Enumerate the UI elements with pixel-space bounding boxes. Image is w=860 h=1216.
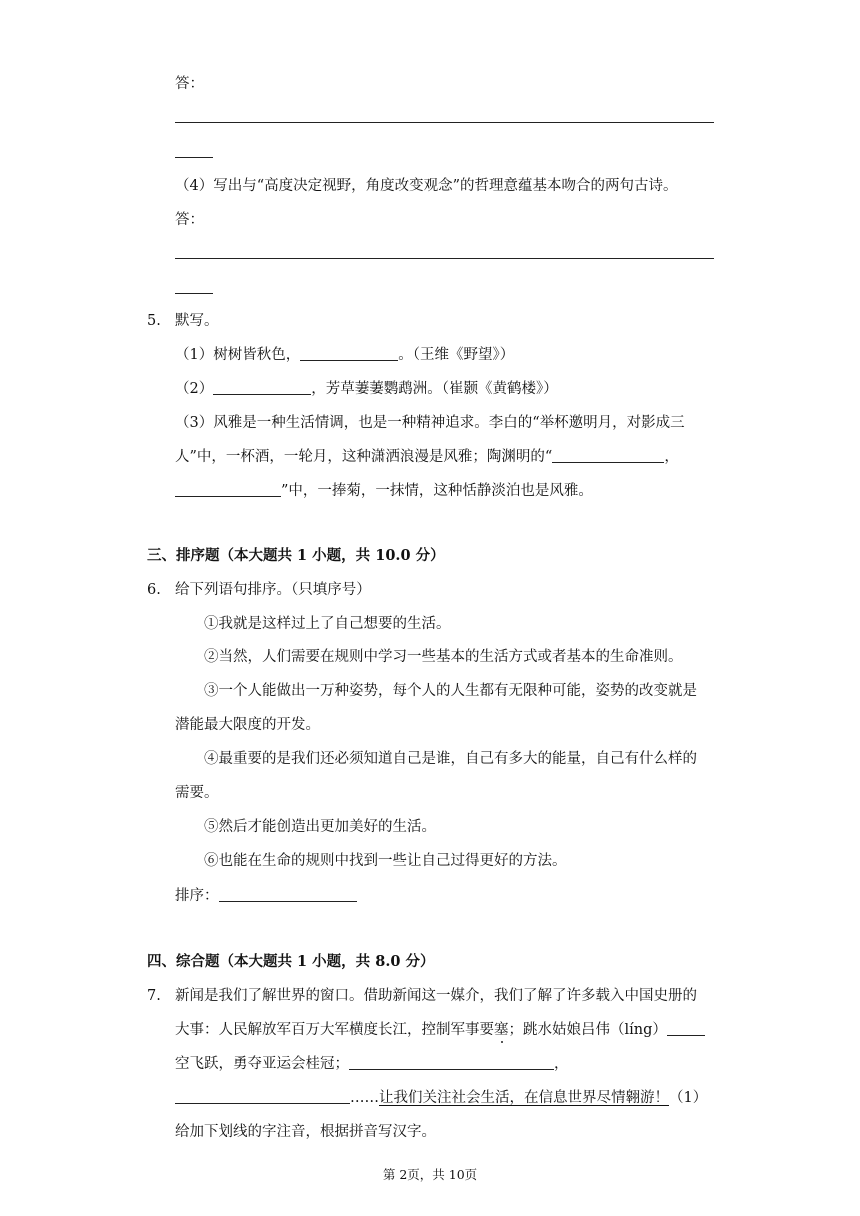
page-footer: 第 2页，共 10页	[382, 1167, 478, 1182]
sentence-3-line-1: ③一个人能做出一万种姿势，每个人的人生都有无限种可能，姿势的改变就是	[204, 683, 697, 699]
pinyin-blank[interactable]	[667, 1021, 705, 1036]
q7-line-2	[175, 1020, 705, 1040]
sentence-1: ①我就是这样过上了自己想要的生活。	[204, 616, 451, 632]
answer-line	[175, 122, 714, 123]
section-heading: 三、排序题（本大题共 1 小题，共 10.0 分）	[147, 547, 445, 564]
fill-blank[interactable]	[213, 380, 311, 395]
q5-item-3-text: 人”中，一杯酒，一轮月，这种潇洒浪漫是风雅；陶渊明的“	[175, 449, 553, 465]
question-number: 6.	[147, 582, 161, 598]
fill-blank[interactable]	[175, 482, 281, 497]
q7-text: ；跳水姑娘吕伟（líng）	[508, 1022, 667, 1038]
fill-blank[interactable]	[300, 346, 398, 361]
q7-line-1: 新闻是我们了解世界的窗口。借助新闻这一媒介，我们了解了许多载入中国史册的	[175, 988, 697, 1004]
answer-label: 答：	[175, 212, 204, 228]
order-answer-label: 排序：	[175, 888, 219, 904]
q5-item-3-line-3	[175, 481, 593, 501]
question-title: 默写。	[175, 313, 219, 329]
fill-blank[interactable]	[349, 1055, 554, 1070]
sentence-3-line-2: 潜能最大限度的开发。	[175, 717, 320, 733]
question-number: 5.	[147, 313, 161, 329]
answer-tail-blank	[175, 279, 213, 294]
question-title: 给下列语句排序。（只填序号）	[175, 582, 371, 598]
order-answer-blank[interactable]	[219, 887, 357, 902]
comma: ，	[664, 449, 679, 465]
sentence-5: ⑤然后才能创造出更加美好的生活。	[204, 819, 436, 835]
sentence-4-line-2: 需要。	[175, 785, 219, 801]
q5-item-2	[175, 379, 558, 399]
order-answer	[175, 886, 357, 906]
answer-line-tail	[175, 278, 213, 298]
q5-item-3-line-2	[175, 447, 679, 467]
question-number: 7.	[147, 988, 161, 1004]
dotted-character: 塞	[494, 1022, 509, 1038]
ellipsis: ……	[350, 1090, 379, 1106]
answer-tail-blank	[175, 143, 213, 158]
q7-text: 空飞跃，勇夺亚运会桂冠；	[175, 1056, 349, 1072]
answer-line	[175, 258, 714, 259]
sentence-4-line-1: ④最重要的是我们还必须知道自己是谁，自己有多大的能量，自己有什么样的	[204, 751, 697, 767]
underlined-sentence: 让我们关注社会生活，在信息世界尽情翱游！	[379, 1090, 669, 1106]
comma: ，	[554, 1056, 569, 1072]
q7-line-5: 给加下划线的字注音，根据拼音写汉字。	[175, 1124, 436, 1140]
section-heading: 四、综合题（本大题共 1 小题，共 8.0 分）	[147, 953, 435, 970]
sentence-6: ⑥也能在生命的规则中找到一些让自己过得更好的方法。	[204, 853, 567, 869]
answer-label: 答：	[175, 76, 204, 92]
fill-blank[interactable]	[175, 1089, 350, 1104]
q5-item-1	[175, 345, 514, 365]
sentence-2: ②当然，人们需要在规则中学习一些基本的生活方式或者基本的生命准则。	[204, 649, 683, 665]
q4-item-4: （4）写出与“高度决定视野，角度改变观念”的哲理意蕴基本吻合的两句古诗。	[175, 178, 678, 194]
q5-item-3-text: ”中，一捧菊，一抹情，这种恬静淡泊也是风雅。	[281, 483, 593, 499]
q5-item-2-text: ，芳草萋萋鹦鹉洲。（崔颢《黄鹤楼》）	[311, 381, 558, 397]
q7-line-4	[175, 1088, 707, 1108]
q7-line-3	[175, 1054, 569, 1074]
q5-item-2-prefix: （2）	[175, 381, 214, 397]
q5-item-1-text: （1）树树皆秋色，	[175, 347, 301, 363]
fill-blank[interactable]	[552, 448, 664, 463]
q7-sub-number: （1）	[669, 1090, 708, 1106]
q5-item-3-line-1: （3）风雅是一种生活情调，也是一种精神追求。李白的“举杯邀明月，对影成三	[175, 415, 685, 431]
answer-line-tail	[175, 142, 213, 162]
q5-item-1-source: 。（王维《野望》）	[398, 347, 515, 363]
q7-text: 大事：人民解放军百万大军横度长江，控制军事要	[175, 1022, 494, 1038]
